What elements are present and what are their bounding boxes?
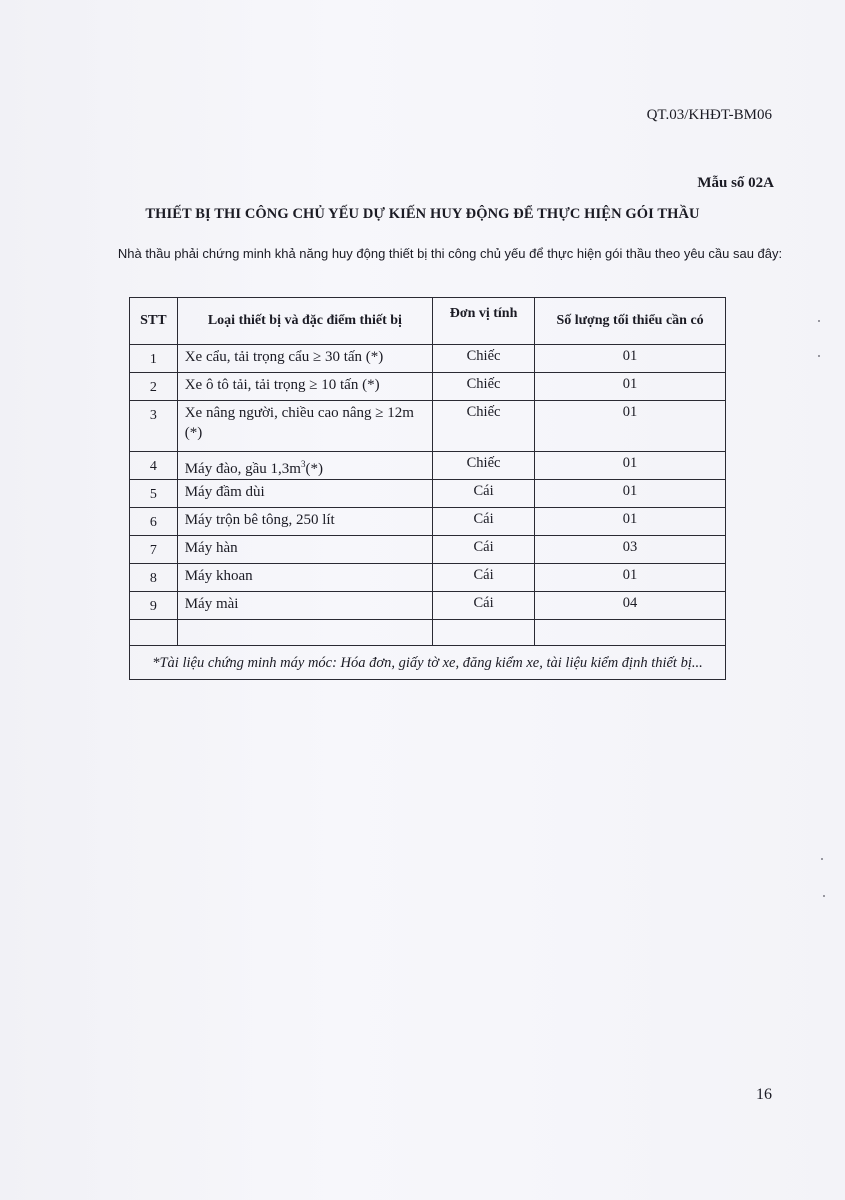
header-min-quantity: Số lượng tối thiểu cần có: [535, 298, 726, 345]
table-note: *Tài liệu chứng minh máy móc: Hóa đơn, giấy tờ xe, đăng kiểm xe, tài liệu kiểm định thiết bị...: [130, 646, 726, 680]
row-stt: 7: [130, 536, 178, 564]
empty-cell: [535, 620, 726, 646]
row-stt: 6: [130, 508, 178, 536]
row-stt: 5: [130, 480, 178, 508]
table-row: [130, 480, 726, 508]
intro-paragraph: Nhà thầu phải chứng minh khả năng huy động thiết bị thi công chủ yếu để thực hiện gói thầu theo yêu cầu sau đây:: [117, 246, 783, 261]
row-equipment: [177, 452, 432, 480]
row-quantity: 01: [535, 508, 726, 536]
row-stt: 4: [130, 452, 178, 480]
table-note-row: [130, 646, 726, 680]
row-quantity: 03: [535, 536, 726, 564]
row-equipment: Máy hàn: [177, 536, 432, 564]
page-number: 16: [756, 1086, 772, 1103]
superscript-3: 3: [300, 459, 306, 469]
row-stt: 1: [130, 345, 178, 373]
table-row: [130, 564, 726, 592]
table-row: [130, 536, 726, 564]
row-unit: Cái: [433, 564, 535, 592]
row-equipment: Xe nâng người, chiều cao nâng ≥ 12m (*): [177, 401, 432, 452]
row-quantity: 01: [535, 480, 726, 508]
row-stt: 2: [130, 373, 178, 401]
table-row-empty: [130, 620, 726, 646]
equipment-table: [129, 297, 726, 680]
row-stt: 3: [130, 401, 178, 452]
empty-cell: [177, 620, 432, 646]
row-equipment: Máy khoan: [177, 564, 432, 592]
table-header-row: [130, 298, 726, 345]
table-row: [130, 345, 726, 373]
row-quantity: 01: [535, 401, 726, 452]
row-unit: Chiếc: [433, 401, 535, 452]
header-stt: STT: [130, 298, 178, 345]
row-quantity: 01: [535, 345, 726, 373]
row-equipment: Máy đầm dùi: [177, 480, 432, 508]
row-equipment-suffix: (*): [305, 461, 323, 477]
empty-cell: [433, 620, 535, 646]
page-title: THIẾT BỊ THI CÔNG CHỦ YẾU DỰ KIẾN HUY ĐỘNG ĐỂ THỰC HIỆN GÓI THẦU: [145, 206, 700, 222]
scan-speck: [823, 895, 825, 897]
row-equipment: Máy mài: [177, 592, 432, 620]
scan-speck: [818, 320, 820, 322]
scan-speck: [818, 355, 820, 357]
scan-speck: [821, 858, 823, 860]
row-stt: 8: [130, 564, 178, 592]
header-unit: Đơn vị tính: [433, 298, 535, 345]
row-unit: Chiếc: [433, 452, 535, 480]
table-row: [130, 401, 726, 452]
row-quantity: 01: [535, 564, 726, 592]
header-equipment-type: Loại thiết bị và đặc điểm thiết bị: [177, 298, 432, 345]
table-row: [130, 592, 726, 620]
document-code: QT.03/KHĐT-BM06: [646, 107, 772, 123]
row-stt: 9: [130, 592, 178, 620]
row-unit: Cái: [433, 508, 535, 536]
row-equipment-text: Máy đào, gầu 1,3m: [184, 461, 301, 477]
row-unit: Chiếc: [433, 373, 535, 401]
row-quantity: 04: [535, 592, 726, 620]
table-row: [130, 508, 726, 536]
row-unit: Chiếc: [433, 345, 535, 373]
row-equipment: Xe ô tô tải, tải trọng ≥ 10 tấn (*): [177, 373, 432, 401]
form-number: Mẫu số 02A: [697, 175, 774, 191]
row-unit: Cái: [433, 536, 535, 564]
row-equipment: Xe cẩu, tải trọng cẩu ≥ 30 tấn (*): [177, 345, 432, 373]
row-unit: Cái: [433, 592, 535, 620]
row-quantity: 01: [535, 452, 726, 480]
row-quantity: 01: [535, 373, 726, 401]
row-unit: Cái: [433, 480, 535, 508]
table-row: [130, 452, 726, 480]
row-equipment: Máy trộn bê tông, 250 lít: [177, 508, 432, 536]
table-row: [130, 373, 726, 401]
empty-cell: [130, 620, 178, 646]
